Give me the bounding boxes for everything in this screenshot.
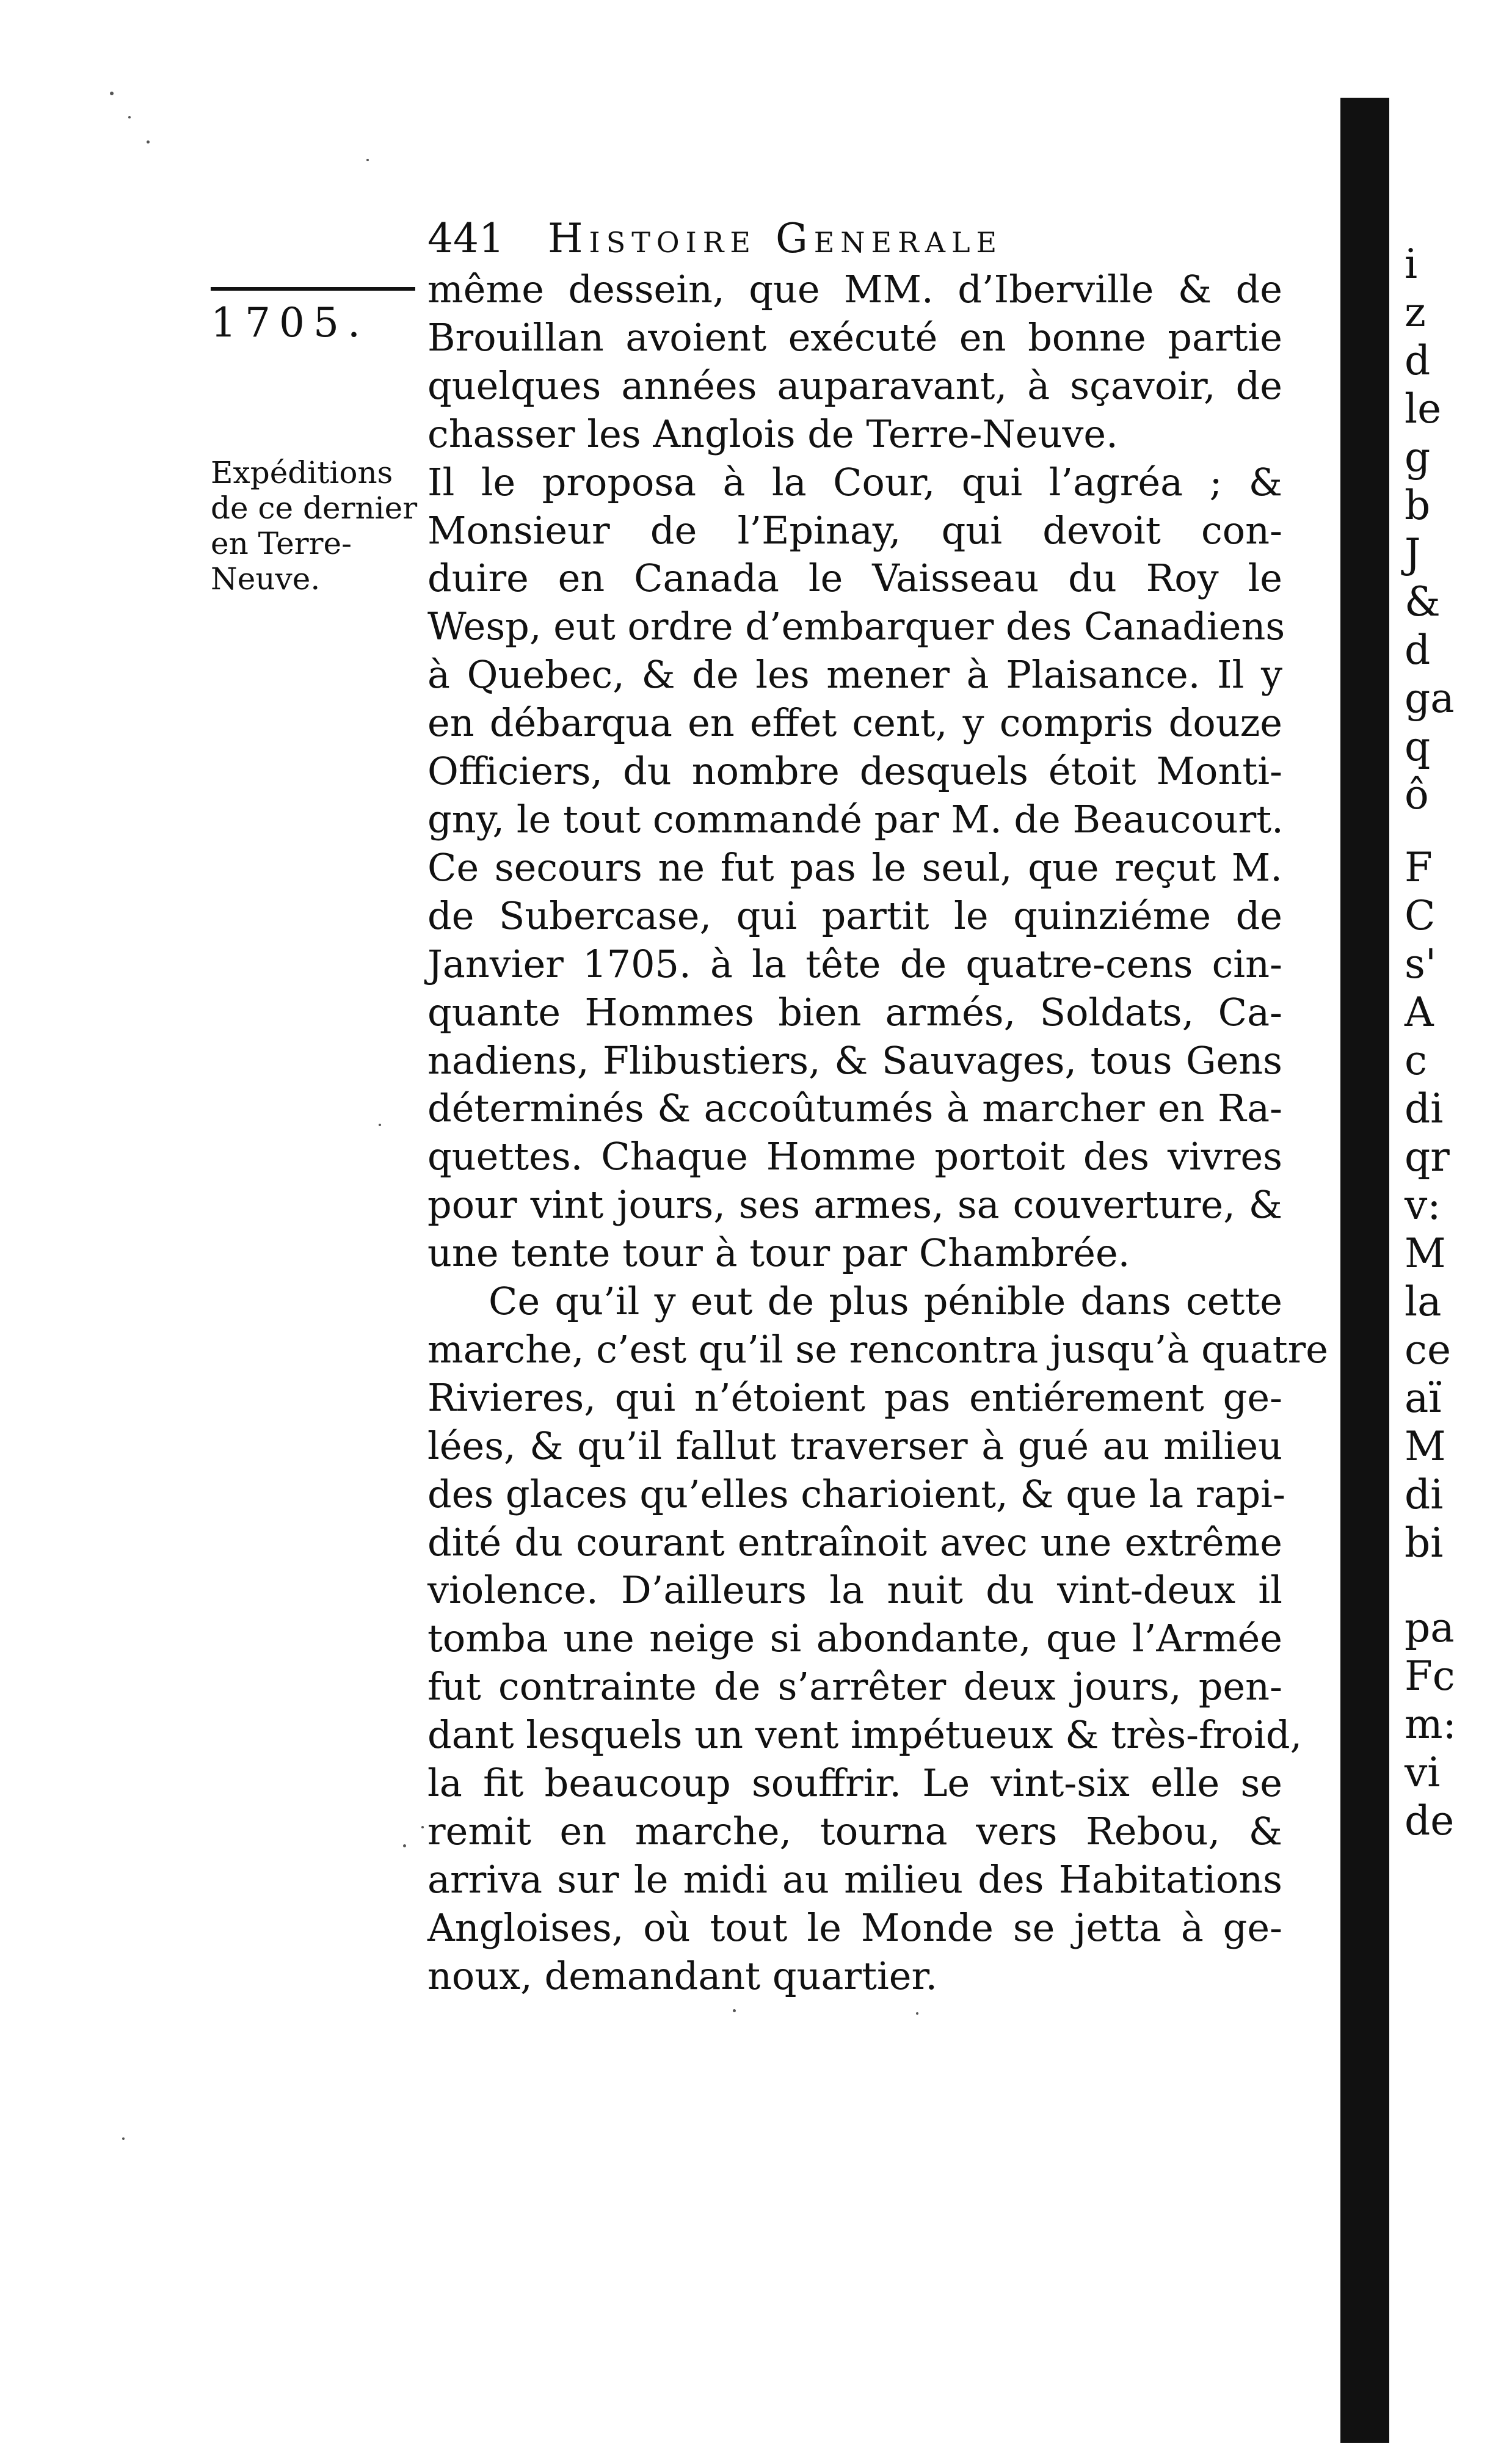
text-line: Brouillan avoient exécuté en bonne partie	[427, 315, 1282, 360]
marginal-note-line: Expéditions	[211, 455, 393, 490]
facing-page-fragment: pa	[1405, 1604, 1455, 1651]
facing-page-fragment: g	[1405, 434, 1431, 481]
facing-page-fragment: Fc	[1405, 1653, 1455, 1700]
text-line: Wesp, eut ordre d’embarquer des Canadiens	[427, 604, 1285, 649]
text-line: fut contrainte de s’arrêter deux jours, pen-	[427, 1664, 1282, 1709]
text-line: déterminés & accoûtumés à marcher en Ra-	[427, 1086, 1282, 1131]
body-text	[427, 266, 1328, 2001]
facing-page-fragment: le	[1405, 385, 1442, 432]
text-line: quante Hommes bien armés, Soldats, Ca-	[427, 989, 1282, 1035]
marginal-note-line: de ce dernier	[211, 490, 418, 526]
text-line: de Subercase, qui partit le quinziéme de	[427, 893, 1282, 938]
facing-page-fragment: v:	[1405, 1182, 1441, 1229]
facing-page-fragment: F	[1405, 844, 1433, 891]
paragraph	[427, 459, 1285, 1278]
text-line: tomba une neige si abondante, que l’Armée	[427, 1616, 1282, 1661]
facing-page-fragment: di	[1405, 1085, 1444, 1132]
text-line: à Quebec, & de les mener à Plaisance. Il y	[427, 652, 1282, 697]
text-line: noux, demandant quartier.	[427, 1953, 938, 1998]
facing-page-fragment: aï	[1405, 1375, 1442, 1422]
text-line: Il le proposa à la Cour, qui l’agréa ; &	[427, 459, 1282, 504]
text-line: dant lesquels un vent impétueux & très-froid,	[427, 1712, 1303, 1758]
text-line: violence. D’ailleurs la nuit du vint-deux il	[427, 1568, 1282, 1613]
facing-page-fragment: ô	[1405, 771, 1429, 818]
page-number: 441	[427, 215, 504, 262]
facing-page-fragment: M	[1405, 1423, 1446, 1470]
facing-page-fragment: m:	[1405, 1701, 1456, 1748]
text-line: quettes. Chaque Homme portoit des vivres	[427, 1134, 1282, 1179]
text-line: dité du courant entraînoit avec une extrême	[427, 1519, 1282, 1565]
facing-page-fragment: q	[1405, 723, 1431, 770]
facing-page-fragment: z	[1405, 289, 1426, 336]
facing-page-fragment: la	[1405, 1278, 1442, 1325]
text-line: marche, c’est qu’il se rencontra jusqu’à quatre	[427, 1326, 1328, 1372]
running-head-title: Histoire Generale	[547, 215, 1003, 262]
facing-page-fragment: ga	[1405, 675, 1455, 722]
paragraph	[427, 1278, 1328, 2001]
facing-page-fragment: vi	[1405, 1749, 1441, 1796]
paragraph	[427, 266, 1282, 459]
facing-page-fragment: C	[1405, 892, 1436, 939]
facing-page-fragment: bi	[1405, 1519, 1444, 1566]
facing-page-fragment: &	[1405, 578, 1441, 625]
text-line: arriva sur le midi au milieu des Habitations	[427, 1857, 1282, 1902]
year-marginal-date: 1705.	[211, 299, 369, 346]
text-line: lées, & qu’il fallut traverser à gué au milieu	[427, 1423, 1282, 1468]
text-line: même dessein, que MM. d’Iberville & de	[427, 267, 1282, 311]
text-line: Monsieur de l’Epinay, qui devoit con-	[427, 507, 1282, 553]
facing-page-fragment: di	[1405, 1471, 1444, 1518]
text-line: Angloises, où tout le Monde se jetta à ge-	[427, 1905, 1282, 1950]
text-line: en débarqua en effet cent, y compris douze	[427, 700, 1282, 746]
marginal-note-line: Neuve.	[211, 561, 321, 597]
running-head	[427, 215, 1197, 262]
facing-page-fragment: d	[1405, 627, 1431, 674]
marginal-note	[211, 455, 421, 597]
facing-page-fragment: ce	[1405, 1326, 1452, 1373]
gutter-shadow	[1340, 98, 1389, 2443]
facing-page-fragment: J	[1405, 530, 1421, 577]
text-line: remit en marche, tourna vers Rebou, &	[427, 1809, 1282, 1853]
text-line: duire en Canada le Vaisseau du Roy le	[427, 556, 1282, 601]
facing-page-fragment: b	[1405, 482, 1431, 529]
text-line: des glaces qu’elles charioient, & que la rapi-	[427, 1471, 1285, 1516]
text-line: nadiens, Flibustiers, & Sauvages, tous Gens	[427, 1038, 1282, 1083]
text-line: Ce qu’il y eut de plus pénible dans cette	[489, 1279, 1282, 1324]
text-line: pour vint jours, ses armes, sa couverture, &	[427, 1182, 1282, 1227]
text-line: quelques années auparavant, à sçavoir, de	[427, 363, 1282, 408]
marginal-note-line: en Terre-	[211, 526, 352, 561]
text-line: la fit beaucoup souffrir. Le vint-six elle se	[427, 1761, 1282, 1806]
facing-page-fragment: M	[1405, 1230, 1446, 1277]
text-line: Officiers, du nombre desquels étoit Monti-	[427, 749, 1282, 794]
text-line: gny, le tout commandé par M. de Beaucourt.	[427, 796, 1284, 842]
text-line: chasser les Anglois de Terre-Neuve.	[427, 411, 1118, 456]
text-line: Janvier 1705. à la tête de quatre-cens cin-	[427, 941, 1282, 986]
facing-page-fragment: s'	[1405, 940, 1437, 987]
text-line: une tente tour à tour par Chambrée.	[427, 1231, 1130, 1276]
text-line: Rivieres, qui n’étoient pas entiérement ge-	[427, 1375, 1282, 1420]
year-rule	[211, 287, 415, 291]
facing-page-fragment: i	[1405, 241, 1418, 288]
text-line: Ce secours ne fut pas le seul, que reçut M.	[427, 845, 1282, 890]
facing-page-fragment: d	[1405, 337, 1431, 384]
facing-page-fragment: de	[1405, 1797, 1455, 1844]
facing-page-fragment: A	[1405, 989, 1434, 1036]
facing-page-fragment: qr	[1405, 1133, 1450, 1180]
facing-page-edge	[1398, 98, 1512, 2444]
facing-page-fragment: c	[1405, 1037, 1427, 1084]
